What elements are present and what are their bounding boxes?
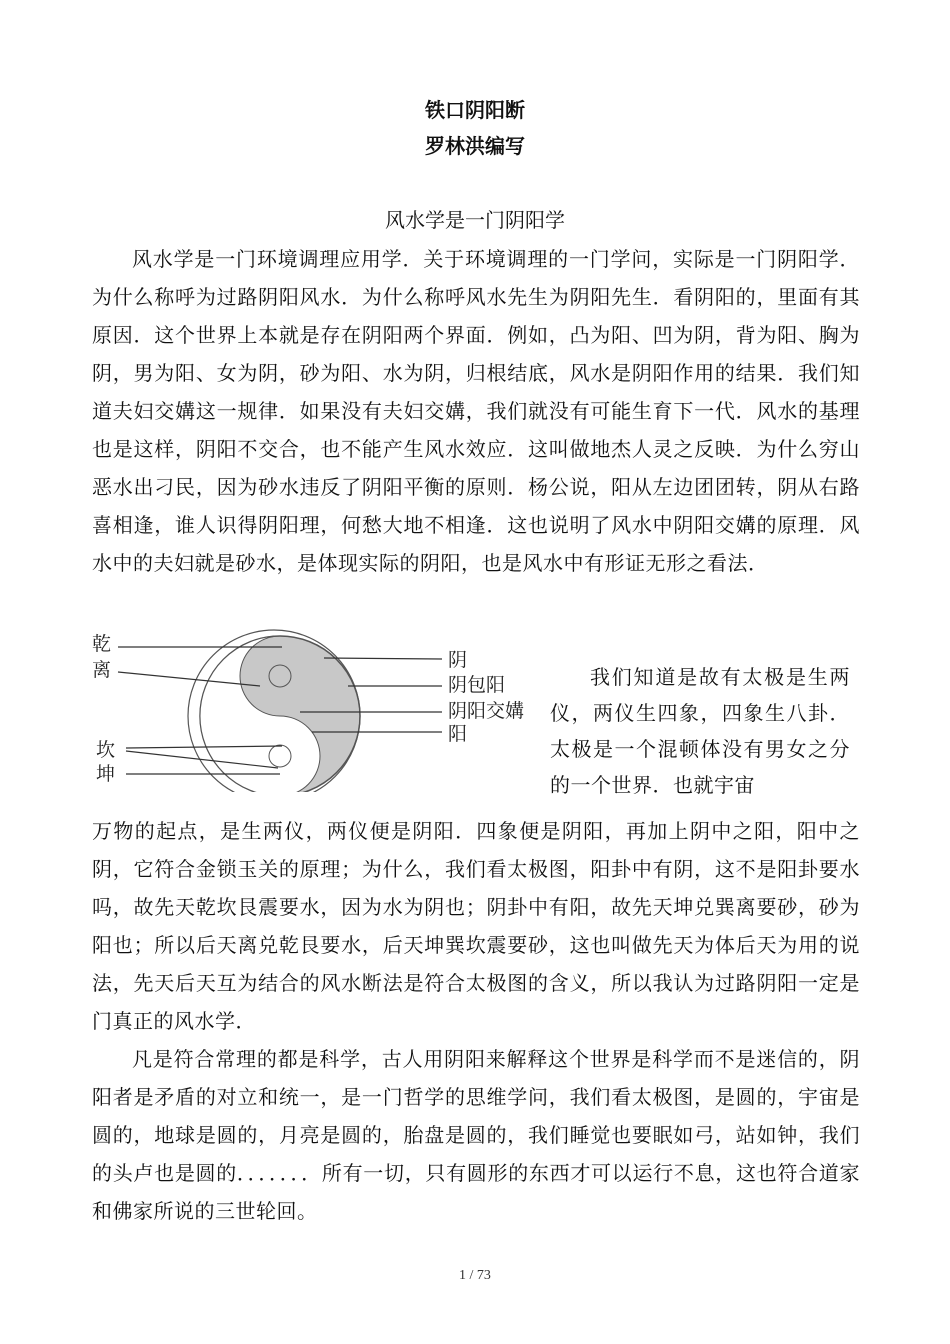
paragraph-3: 凡是符合常理的都是科学，古人用阴阳来解释这个世界是科学而不是迷信的，阴阳者是矛盾的对立和统一，是一门哲学的思维学问，我们看太极图，是圆的，宇宙是圆的，地球是圆的，月亮是圆的，胎盘是圆的，我们睡觉也要眠如弓，站如钟，我们的头卢也是圆的．．．．．．．所有一切，只有圆形的东西才可以运行不息，这也符合道家和佛家所说的三世轮回。: [92, 1047, 860, 1223]
taiji-diagram: [92, 628, 544, 792]
label-yin: 阴: [448, 649, 468, 671]
page-number: 1 / 73: [459, 1268, 491, 1283]
label-kun: 坤: [96, 763, 116, 785]
label-yin-bao-yang: 阴包阳: [448, 674, 506, 696]
label-li: 离: [92, 659, 112, 681]
label-kan: 坎: [96, 739, 116, 761]
document-title: 铁口阴阳断: [425, 98, 525, 122]
label-qian: 乾: [92, 633, 112, 655]
document-author: 罗林洪编写: [425, 134, 525, 158]
paragraph-1: 风水学是一门环境调理应用学．关于环境调理的一门学问，实际是一门阴阳学．为什么称呼为过路阴阳风水．为什么称呼风水先生为阴阳先生．看阴阳的，里面有其原因．这个世界上本就是存在阴阳两个界面．例如，凸为阳、凹为阴，背为阳、胸为阴，男为阳、女为阴，砂为阳、水为阴，归根结底，风水是阴阳作用的结果．我们知道夫妇交媾这一规律．如果没有夫妇交媾，我们就没有可能生育下一代．风水的基理也是这样，阴阳不交合，也不能产生风水效应．这叫做地杰人灵之反映．为什么穷山恶水出刁民，因为砂水违反了阴阳平衡的原则．杨公说，阳从左边团团转，阴从右路喜相逢，谁人识得阴阳理，何愁大地不相逢．这也说明了风水中阴阳交媾的原理．风水中的夫妇就是砂水，是体现实际的阴阳，也是风水中有形证无形之看法．: [92, 247, 860, 575]
label-yin-yang-jiao-gou: 阴阳交媾: [448, 700, 525, 722]
side-text: 我们知道是故有太极是生两仪，两仪生四象，四象生八卦．太极是一个混顿体没有男女之分的一个世界．也就宇宙: [550, 665, 850, 797]
label-yang: 阳: [448, 723, 468, 745]
section-heading: 风水学是一门阴阳学: [385, 208, 565, 232]
paragraph-2: 万物的起点，是生两仪，两仪便是阴阳．四象便是阴阳，再加上阴中之阳，阳中之阴，它符合金锁玉关的原理；为什么，我们看太极图，阳卦中有阴，这不是阳卦要水吗，故先天乾坎艮震要水，因为水为阴也；阴卦中有阳，故先天坤兑巽离要砂，砂为阳也；所以后天离兑乾艮要水，后天坤巽坎震要砂，这也叫做先天为体后天为用的说法，先天后天互为结合的风水断法是符合太极图的含义，所以我认为过路阴阳一定是门真正的风水学．: [92, 819, 860, 1033]
